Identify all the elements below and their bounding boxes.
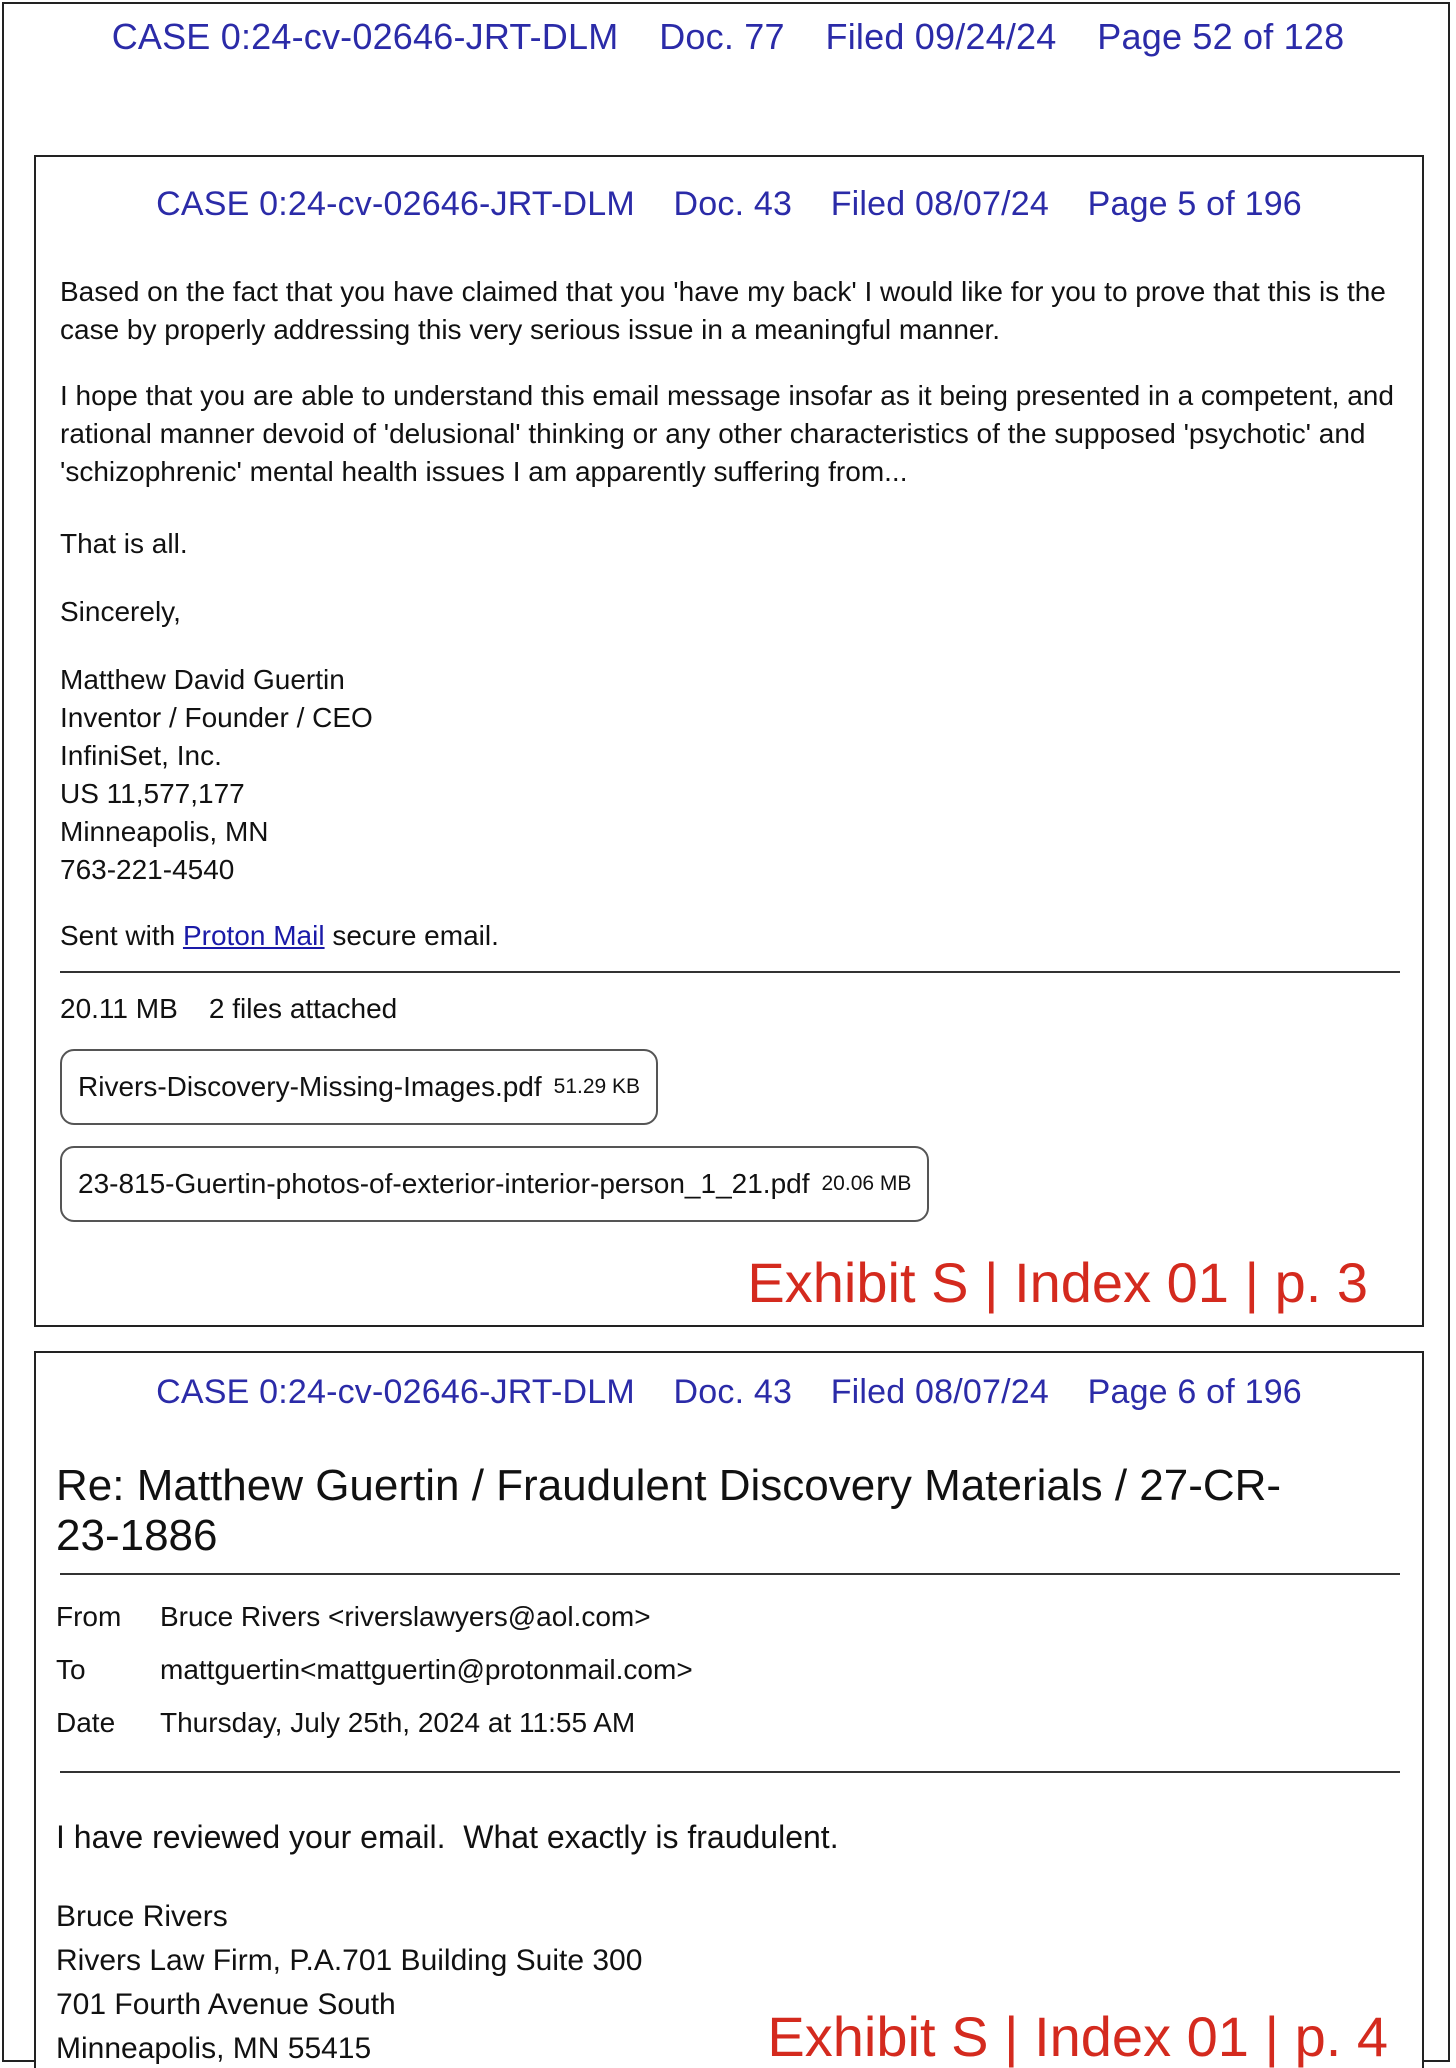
signature-line: InfiniSet, Inc. — [60, 740, 222, 771]
attachments-summary — [60, 993, 397, 1025]
closing-line: That is all. — [60, 528, 188, 559]
signature-line: US 11,577,177 — [60, 778, 245, 809]
document-page-6 — [34, 1351, 1424, 2068]
from-value: Bruce Rivers <riverslawyers@aol.com> — [160, 1601, 651, 1632]
attachment-size: 20.06 MB — [821, 1172, 912, 1195]
doc-number: Doc. 43 — [673, 185, 793, 223]
divider — [60, 1771, 1400, 1773]
case-number: CASE 0:24-cv-02646-JRT-DLM — [156, 185, 635, 223]
page-number: Page 6 of 196 — [1087, 1373, 1302, 1411]
case-number: CASE 0:24-cv-02646-JRT-DLM — [156, 1373, 635, 1411]
from-row — [56, 1601, 651, 1633]
attachment-name: 23-815-Guertin-photos-of-exterior-interior-person_1_21.pdf — [78, 1168, 810, 1199]
attachment-size: 51.29 KB — [553, 1075, 641, 1098]
doc-number: Doc. 77 — [659, 16, 785, 57]
attachment-chip[interactable] — [60, 1146, 929, 1222]
to-label: To — [56, 1654, 86, 1685]
closing-salutation: Sincerely, — [60, 596, 181, 627]
signature-line: Bruce Rivers — [56, 1900, 228, 1933]
exhibit-label: Exhibit S | Index 01 | p. 4 — [767, 2005, 1388, 2068]
date-row — [56, 1707, 635, 1739]
filed-date: Filed 08/07/24 — [830, 185, 1049, 223]
reply-message: I have reviewed your email. What exactly is fraudulent. — [56, 1819, 839, 1855]
filed-date: Filed 09/24/24 — [825, 16, 1057, 57]
signature-line: Matthew David Guertin — [60, 664, 345, 695]
sender-signature — [56, 1895, 642, 2068]
signature-line: Minneapolis, MN — [60, 816, 269, 847]
signature-line: Rivers Law Firm, P.A.701 Building Suite 300 — [56, 1944, 643, 1977]
sender-signature — [60, 661, 1400, 889]
email-subject: Re: Matthew Guertin / Fraudulent Discovery Materials / 27-CR-23-1886 — [56, 1461, 1282, 1560]
body-paragraph: Based on the fact that you have claimed that you 'have my back' I would like for you to prove that this is the case by properly addressing this very serious issue in a meaningful manner. — [60, 276, 1386, 345]
document-page-5 — [34, 155, 1424, 1327]
divider — [60, 1573, 1400, 1575]
from-label: From — [56, 1601, 122, 1632]
signature-line: Minneapolis, MN 55415 — [56, 2032, 372, 2065]
case-number: CASE 0:24-cv-02646-JRT-DLM — [111, 16, 619, 57]
filed-date: Filed 08/07/24 — [830, 1373, 1049, 1411]
attachments-count: 2 files attached — [208, 993, 398, 1024]
to-value: mattguertin<mattguertin@protonmail.com> — [160, 1654, 693, 1685]
panel2-case-header — [36, 1373, 1422, 1412]
date-value: Thursday, July 25th, 2024 at 11:55 AM — [160, 1707, 636, 1738]
attachment-chip[interactable] — [60, 1049, 658, 1125]
attachments-total-size: 20.11 MB — [60, 993, 178, 1024]
panel1-case-header — [36, 185, 1422, 224]
sent-with-line: Sent with Proton Mail secure email. — [60, 920, 499, 951]
body-paragraph: I hope that you are able to understand this email message insofar as it being presented in a competent, and rational manner devoid of 'delusional' thinking or any other characteristics of the supposed 'psychotic' and 'schizophrenic' mental health issues I am apparently suffering from... — [60, 380, 1394, 487]
doc-number: Doc. 43 — [673, 1373, 793, 1411]
email-body — [60, 273, 1400, 955]
date-label: Date — [56, 1707, 116, 1738]
signature-line: 763-221-4540 — [60, 854, 235, 885]
page-number: Page 52 of 128 — [1097, 16, 1345, 57]
attachment-name: Rivers-Discovery-Missing-Images.pdf — [78, 1071, 542, 1102]
proton-mail-link[interactable]: Proton Mail — [182, 920, 325, 951]
exhibit-label: Exhibit S | Index 01 | p. 3 — [747, 1251, 1368, 1314]
divider — [60, 971, 1400, 973]
outer-case-header — [0, 16, 1456, 58]
signature-line: Inventor / Founder / CEO — [60, 702, 373, 733]
page-number: Page 5 of 196 — [1087, 185, 1302, 223]
signature-line: 701 Fourth Avenue South — [56, 1988, 396, 2021]
to-row — [56, 1654, 693, 1686]
